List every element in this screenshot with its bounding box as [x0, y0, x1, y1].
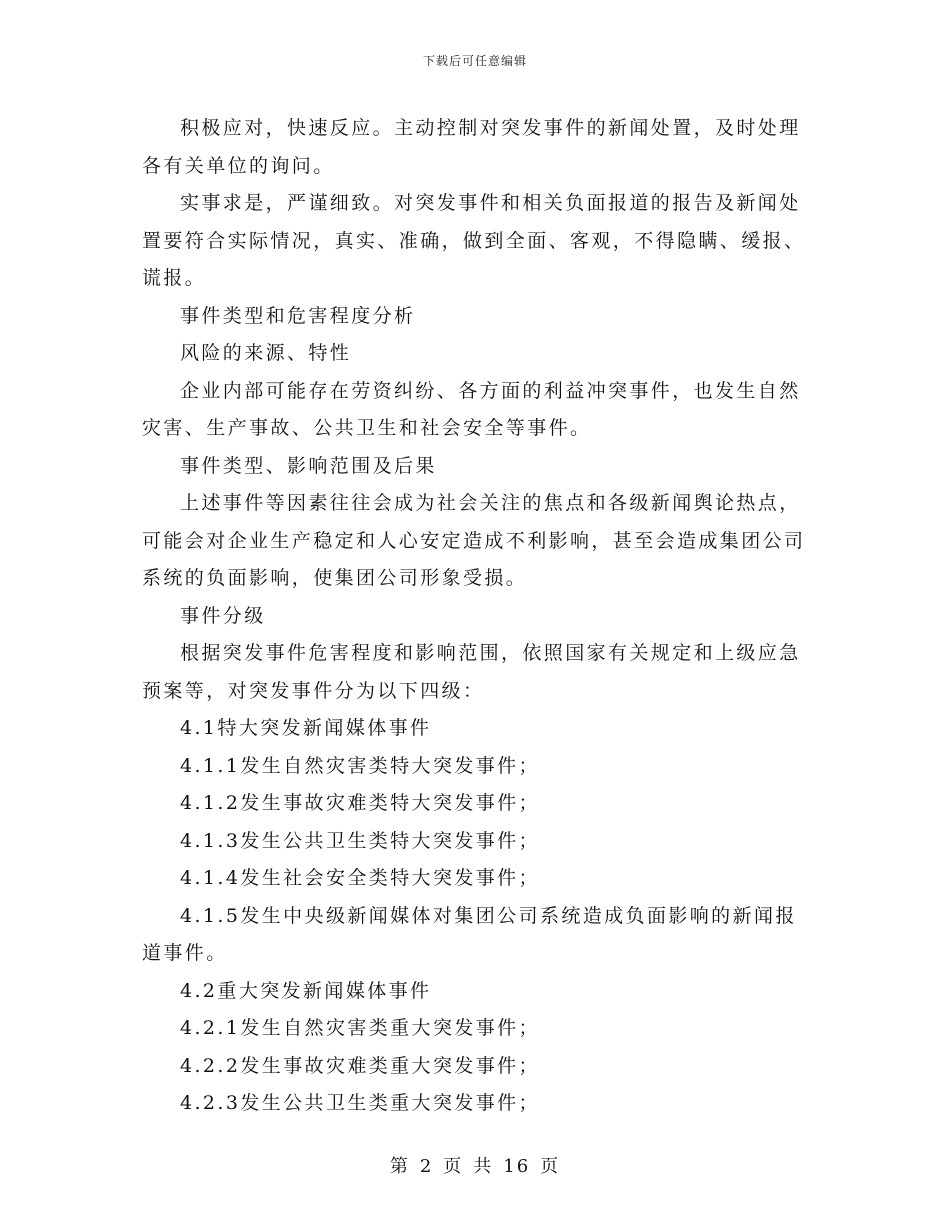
paragraph: 上述事件等因素往往会成为社会关注的焦点和各级新闻舆论热点，可能会对企业生产稳定和人心安定造成不利影响，甚至会造成集团公司系统的负面影响，使集团公司形象受损。 [142, 492, 806, 589]
paragraph: 4.2.1发生自然灾害类重大突发事件； [180, 1017, 540, 1039]
paragraph: 风险的来源、特性 [180, 342, 352, 364]
paragraph: 4.1.1发生自然灾害类特大突发事件； [180, 754, 540, 777]
paragraph: 4.1.5发生中央级新闻媒体对集团公司系统造成负面影响的新闻报道事件。 [142, 904, 797, 964]
paragraph: 积极应对，快速反应。主动控制对突发事件的新闻处置，及时处理各有关单位的询问。 [142, 117, 801, 177]
paragraph: 事件类型和危害程度分析 [180, 304, 416, 327]
paragraph: 事件类型、影响范围及后果 [180, 454, 437, 477]
document-body [142, 110, 812, 1123]
paragraph: 事件分级 [180, 604, 266, 627]
paragraph: 根据突发事件危害程度和影响范围，依照国家有关规定和上级应急预案等，对突发事件分为以下四级： [142, 642, 801, 702]
total-pages-unit: 页 [540, 1156, 561, 1177]
paragraph: 4.2.3发生公共卫生类重大突发事件； [180, 1092, 540, 1114]
total-pages-prefix: 共 [473, 1156, 494, 1177]
page-number: 2 [419, 1156, 434, 1177]
paragraph: 4.1.3发生公共卫生类特大突发事件； [180, 829, 540, 852]
paragraph: 4.1特大突发新闻媒体事件 [180, 717, 432, 739]
page-number-prefix: 第 [389, 1156, 410, 1177]
page-footer [0, 1152, 950, 1178]
page-header: 下载后可任意编辑 [422, 54, 527, 68]
paragraph: 企业内部可能存在劳资纠纷、各方面的利益冲突事件，也发生自然灾害、生产事故、公共卫生和社会安全等事件。 [142, 379, 801, 439]
paragraph: 实事求是，严谨细致。对突发事件和相关负面报道的报告及新闻处置要符合实际情况，真实、准确，做到全面、客观，不得隐瞒、缓报、谎报。 [142, 192, 806, 289]
paragraph: 4.1.2发生事故灾难类特大突发事件； [180, 792, 540, 814]
paragraph: 4.2.2发生事故灾难类重大突发事件； [180, 1054, 540, 1077]
page-number-unit: 页 [443, 1156, 464, 1177]
paragraph: 4.2重大突发新闻媒体事件 [180, 979, 432, 1002]
paragraph: 4.1.4发生社会安全类特大突发事件； [180, 867, 540, 889]
total-pages: 16 [503, 1156, 531, 1177]
